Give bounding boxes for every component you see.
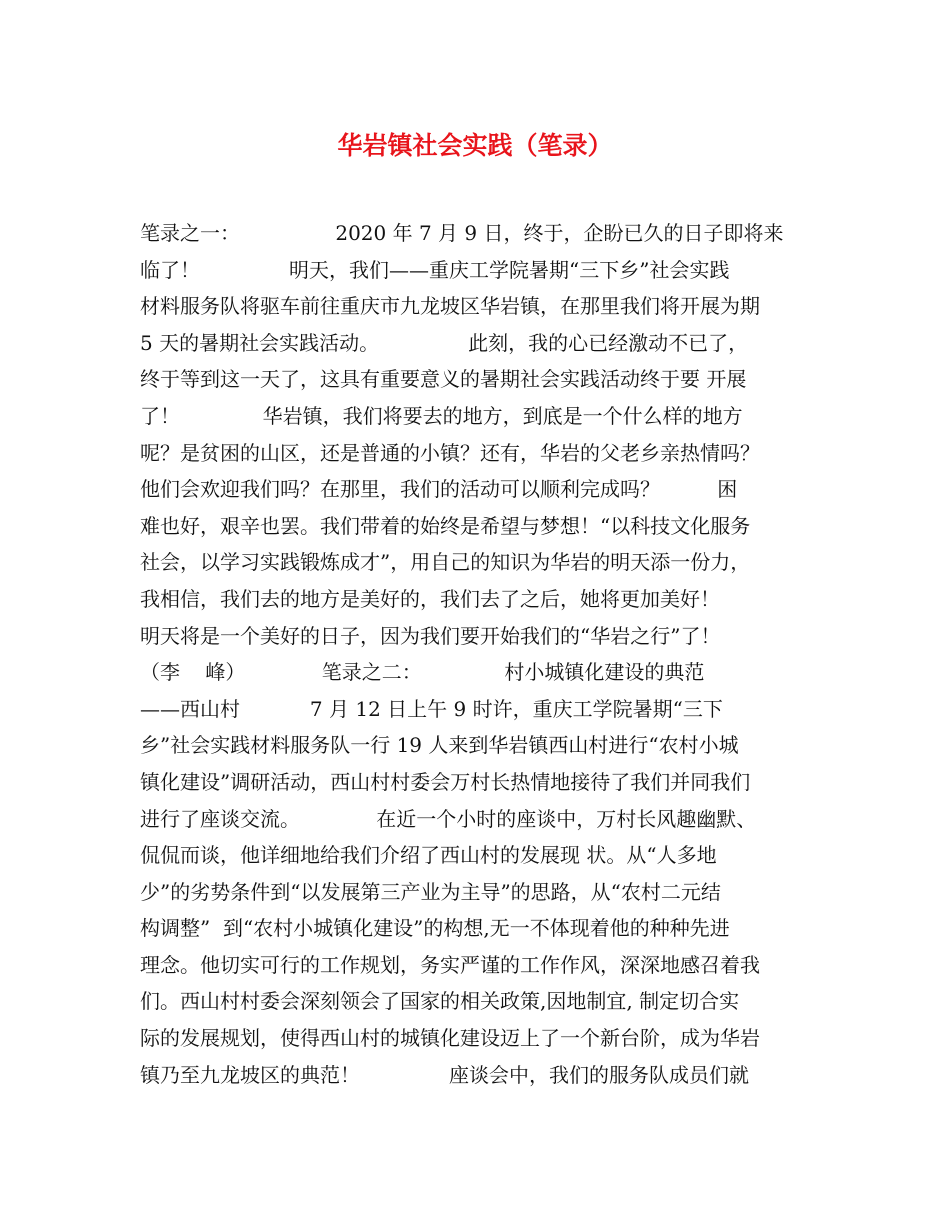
body-line: 镇化建设”调研活动，西山村村委会万村长热情地接待了我们并同我们 (140, 769, 751, 794)
body-line: 们。西山村村委会深刻领会了国家的相关政策,因地制宜, 制定切合实 (140, 989, 740, 1014)
body-line: ——西山村 7 月 12 日上午 9 时许，重庆工学院暑期“三下 (140, 696, 723, 721)
body-line: 际的发展规划，使得西山村的城镇化建设迈上了一个新台阶，成为华岩 (140, 1026, 760, 1051)
body-line: 乡”社会实践材料服务队一行 19 人来到华岩镇西山村进行“农村小城 (140, 733, 739, 758)
body-line: 了！ 华岩镇，我们将要去的地方，到底是一个什么样的地方 (140, 403, 743, 428)
body-line: 理念。他切实可行的工作规划，务实严谨的工作作风，深深地感召着我 (140, 952, 760, 977)
body-line: 笔录之一： 2020 年 7 月 9 日，终于，企盼已久的日子即将来 (140, 221, 784, 245)
body-line: 少”的劣势条件到“以发展第三产业为主导”的思路，从“农村二元结 (140, 879, 721, 904)
body-line: 终于等到这一天了，这具有重要意义的暑期社会实践活动终于要 开展 (140, 367, 747, 392)
body-line: 社会，以学习实践锻炼成才”，用自己的知识为华岩的明天添一份力， (140, 550, 751, 575)
body-line: 明天将是一个美好的日子，因为我们要开始我们的“华岩之行”了！ (140, 623, 721, 648)
body-line: 呢？是贫困的山区，还是普通的小镇？还有，华岩的父老乡亲热情吗？ (140, 440, 760, 465)
body-line: 我相信，我们去的地方是美好的，我们去了之后，她将更加美好！ (140, 586, 720, 611)
body-line: 临了！ 明天，我们——重庆工学院暑期“三下乡”社会实践 (140, 257, 730, 282)
body-line: 构调整” 到“农村小城镇化建设”的构想,无一不体现着他的种种先进 (140, 916, 730, 941)
body-line: 镇乃至九龙坡区的典范！ 座谈会中，我们的服务队成员们就 (140, 1062, 750, 1087)
body-line: 侃侃而谈，他详细地给我们介绍了西山村的发展现 状。从“人多地 (140, 843, 717, 868)
document-body (140, 215, 830, 1093)
document-title: 华岩镇社会实践（笔录） (337, 131, 613, 160)
body-line: 进行了座谈交流。 在近一个小时的座谈中，万村长风趣幽默、 (140, 806, 757, 831)
body-line: 难也好，艰辛也罢。我们带着的始终是希望与梦想！“以科技文化服务 (140, 513, 751, 538)
body-line: （李 峰） 笔录之二： 村小城镇化建设的典范 (140, 660, 705, 685)
body-line: 5 天的暑期社会实践活动。 此刻，我的心已经激动不已了， (140, 330, 749, 355)
body-line: 他们会欢迎我们吗？在那里，我们的活动可以顺利完成吗？ 困 (140, 477, 738, 502)
body-line: 材料服务队将驱车前往重庆市九龙坡区华岩镇，在那里我们将开展为期 (140, 294, 760, 319)
